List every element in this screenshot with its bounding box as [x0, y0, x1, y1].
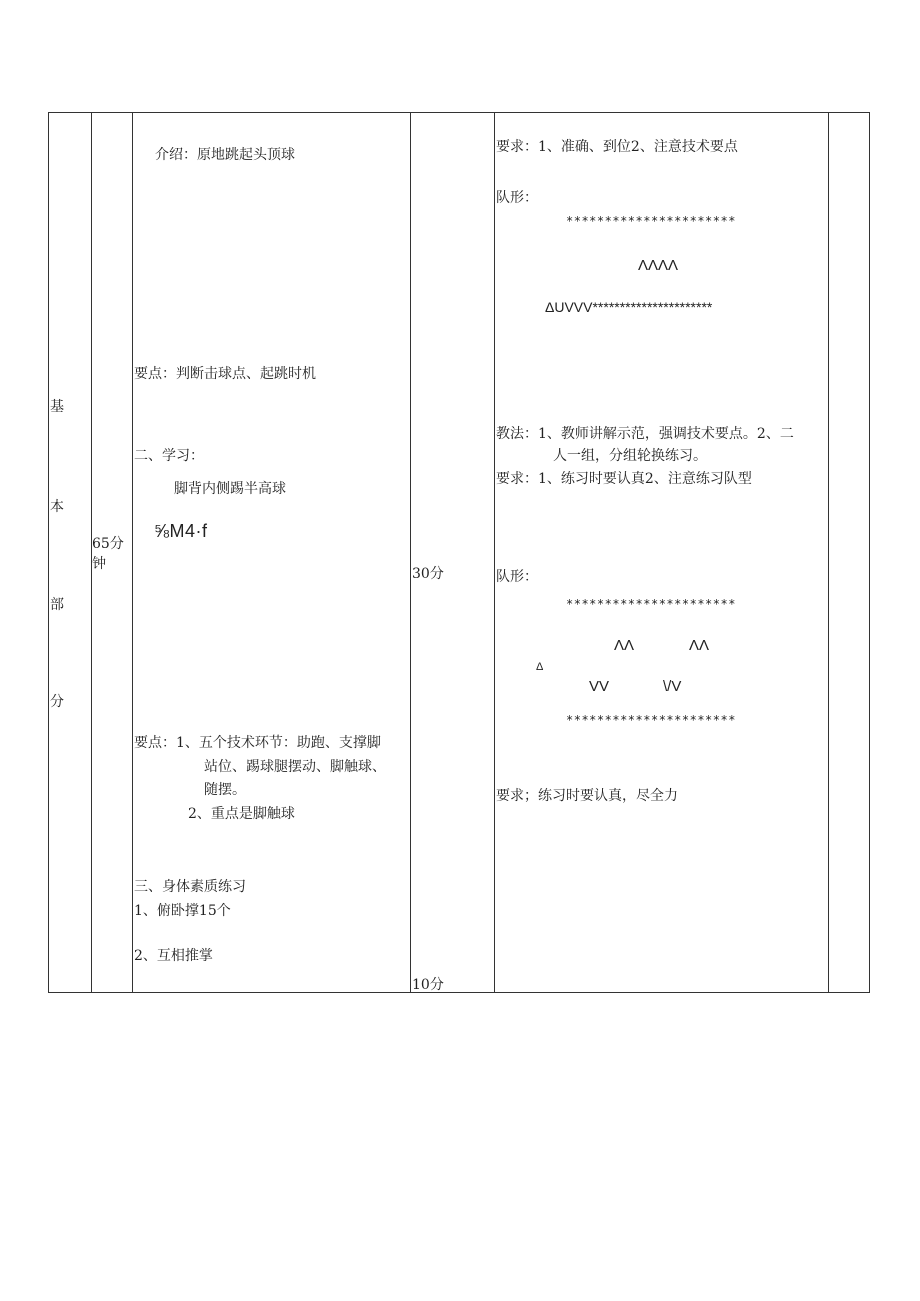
formation-marks-row: ΔUVVV**********************	[545, 299, 713, 315]
key-points-2-line1: 要点：1、五个技术环节：助跑、支撑脚	[134, 735, 381, 751]
key-points-2-item2: 2、重点是脚触球	[188, 806, 295, 822]
teacher-triangle-mark: Δ	[536, 661, 544, 673]
requirement-2: 要求：1、练习时要认真2、注意练习队型	[496, 471, 752, 487]
key-points-1: 要点：判断击球点、起跳时机	[134, 366, 316, 382]
column-divider-3	[410, 112, 411, 993]
key-points-2-line3: 随摆。	[204, 782, 246, 798]
key-points-2-line2: 站位、踢球腿摆动、脚触球、	[204, 759, 386, 775]
teaching-method-line1: 教法：1、教师讲解示范，强调技术要点。2、二	[496, 426, 794, 442]
formation-label-1: 队形：	[496, 190, 538, 206]
teaching-method-line2: 人一组，分组轮换练习。	[553, 448, 707, 464]
requirement-1: 要求：1、准确、到位2、注意技术要点	[496, 139, 738, 155]
column-divider-5	[828, 112, 829, 993]
formation-marks-row: VV	[589, 678, 610, 695]
garbled-text: ⅝M4·f	[154, 521, 208, 541]
fitness-heading: 三、身体素质练习	[134, 879, 246, 895]
section-title-char: 基	[50, 399, 64, 415]
requirement-3: 要求；练习时要认真，尽全力	[496, 788, 678, 804]
learn-heading: 二、学习：	[134, 448, 204, 464]
formation-stars-row: **********************	[566, 597, 736, 611]
formation-marks-row: \/V	[663, 678, 682, 695]
section-title-char: 部	[50, 597, 64, 613]
section-title-char: 本	[50, 499, 64, 515]
formation-marks-row: ΛΛ	[614, 637, 635, 654]
formation-label-2: 队形：	[496, 569, 538, 585]
column-divider-4	[494, 112, 495, 993]
formation-marks-row: ΛΛ	[689, 637, 710, 654]
table-frame	[48, 112, 870, 993]
time-allocation-2: 10分	[412, 977, 444, 993]
total-time: 65分钟	[92, 536, 124, 572]
time-allocation-1: 30分	[412, 566, 444, 582]
learn-item: 脚背内侧踢半高球	[174, 481, 286, 497]
formation-stars-row: **********************	[566, 713, 736, 727]
fitness-item-1: 1、俯卧撑15个	[134, 903, 231, 919]
formation-marks-row: ΛΛΛΛ	[638, 257, 679, 274]
column-divider-2	[132, 112, 133, 993]
formation-stars-row: **********************	[566, 214, 736, 228]
intro-text: 介绍：原地跳起头顶球	[155, 147, 295, 163]
fitness-item-2: 2、互相推掌	[134, 948, 213, 964]
section-title-char: 分	[50, 694, 64, 710]
